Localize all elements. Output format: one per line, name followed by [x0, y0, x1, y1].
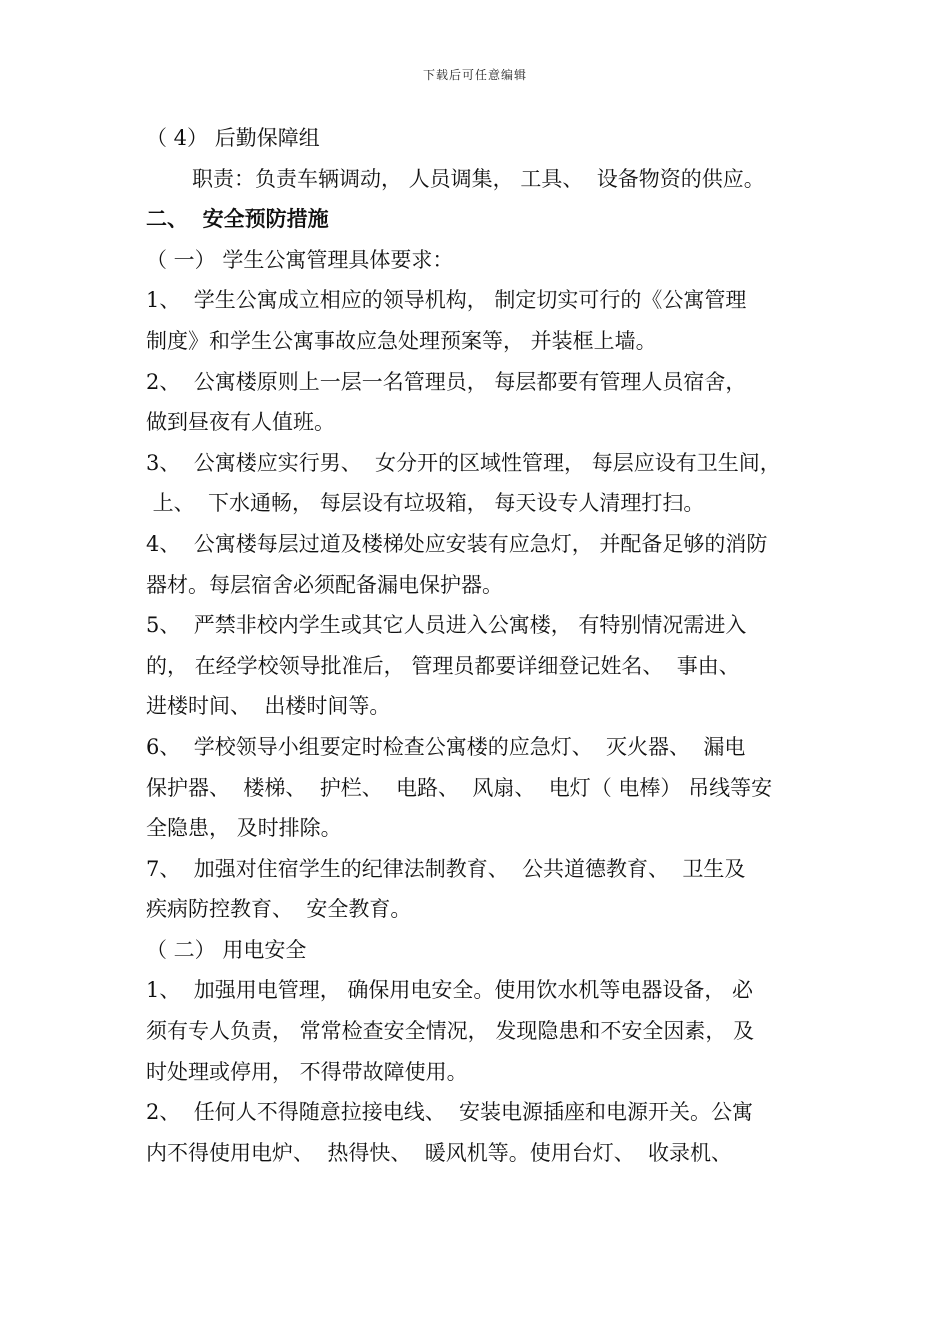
text-line: 时处理或停用， 不得带故障使用。: [146, 1059, 468, 1084]
text-line: 制度》和学生公寓事故应急处理预案等， 并装框上墙。: [146, 328, 657, 353]
text-line: 全隐患， 及时排除。: [146, 816, 342, 841]
text-line: 4、 公寓楼每层过道及楼梯处应安装有应急灯， 并配备足够的消防: [146, 531, 768, 556]
text-line: 的， 在经学校领导批准后， 管理员都要详细登记姓名、 事由、: [146, 653, 740, 678]
section-heading: 二、 安全预防措施: [146, 206, 329, 232]
text-line: 器材。每层宿舍必须配备漏电保护器。: [146, 572, 503, 597]
text-line: 职责：负责车辆调动， 人员调集， 工具、 设备物资的供应。: [192, 166, 765, 191]
text-line: 上、 下水通畅， 每层设有垃圾箱， 每天设专人清理打扫。: [146, 491, 705, 516]
text-line: （ 4） 后勤保障组: [146, 126, 320, 150]
text-line: （ 二） 用电安全: [146, 937, 307, 962]
text-line: 做到昼夜有人值班。: [146, 410, 335, 435]
text-line: 1、 加强用电管理， 确保用电安全。使用饮水机等电器设备， 必: [146, 978, 754, 1003]
text-line: 保护器、 楼梯、 护栏、 电路、 风扇、 电灯（ 电棒） 吊线等安: [146, 775, 773, 800]
text-line: 内不得使用电炉、 热得快、 暖风机等。使用台灯、 收录机、: [146, 1140, 733, 1165]
text-line: 6、 学校领导小组要定时检查公寓楼的应急灯、 灭火器、 漏电: [146, 734, 746, 759]
text-line: 进楼时间、 出楼时间等。: [146, 694, 391, 719]
text-line: 2、 任何人不得随意拉接电线、 安装电源插座和电源开关。公寓: [146, 1100, 754, 1125]
text-line: 7、 加强对住宿学生的纪律法制教育、 公共道德教育、 卫生及: [146, 856, 746, 881]
text-line: 3、 公寓楼应实行男、 女分开的区域性管理， 每层应设有卫生间，: [146, 450, 781, 475]
text-line: 疾病防控教育、 安全教育。: [146, 897, 412, 922]
text-line: 2、 公寓楼原则上一层一名管理员， 每层都要有管理人员宿舍，: [146, 369, 747, 394]
page-header-note: 下载后可任意编辑: [422, 68, 527, 82]
text-line: 5、 严禁非校内学生或其它人员进入公寓楼， 有特别情况需进入: [146, 613, 747, 638]
text-line: 1、 学生公寓成立相应的领导机构， 制定切实可行的《公寓管理: [146, 288, 747, 313]
text-line: 须有专人负责， 常常检查安全情况， 发现隐患和不安全因素， 及: [146, 1019, 755, 1044]
document-body: [146, 118, 826, 1173]
text-line: （ 一） 学生公寓管理具体要求：: [146, 247, 454, 272]
